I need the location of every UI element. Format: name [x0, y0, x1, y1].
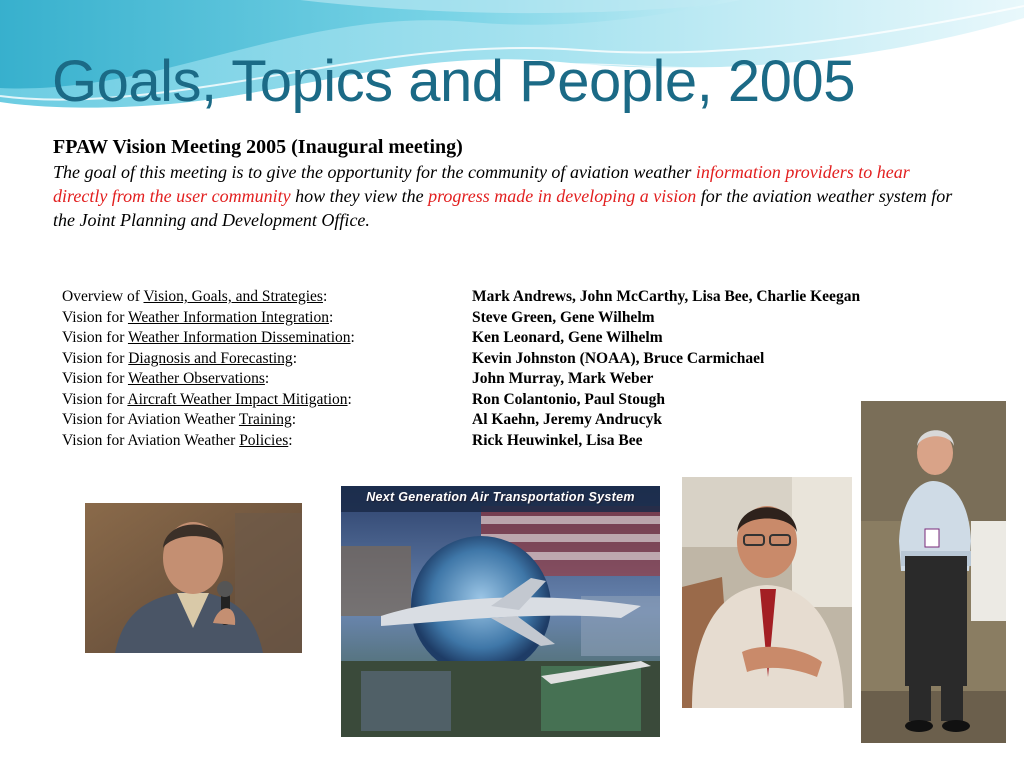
- topic-link[interactable]: Policies: [239, 431, 289, 449]
- topic-suffix: :: [350, 329, 355, 346]
- intro-block: [53, 134, 953, 232]
- topic-prefix: Vision for: [62, 390, 128, 408]
- topic-label: [62, 328, 355, 349]
- goal-text-highlight-1: information providers to hear directly from the user community: [53, 162, 910, 206]
- seated-attendee-photo: [682, 477, 852, 708]
- topic-prefix: Vision for: [62, 349, 129, 367]
- goal-text-1: The goal of this meeting is to give the opportunity for the community of aviation weather: [53, 162, 696, 182]
- topic-suffix: :: [288, 431, 293, 449]
- topic-link[interactable]: Vision, Goals, and Strategies: [143, 288, 323, 305]
- topic-suffix: :: [347, 390, 352, 408]
- topic-label: [62, 369, 269, 390]
- topic-link[interactable]: Diagnosis and Forecasting: [128, 349, 293, 367]
- presenters: John Murray, Mark Weber: [472, 370, 654, 387]
- topic-prefix: Overview of: [62, 288, 144, 305]
- poster-banner: Next Generation Air Transportation System: [366, 490, 635, 504]
- page-title: Goals, Topics and People, 2005: [52, 49, 855, 114]
- topic-suffix: :: [292, 349, 297, 367]
- topic-suffix: :: [328, 308, 334, 326]
- topic-label: [62, 431, 293, 452]
- topic-label: [62, 287, 327, 308]
- goal-text-highlight-2: progress made in developing a vision: [428, 186, 697, 206]
- presenters: Mark Andrews, John McCarthy, Lisa Bee, Charlie Keegan: [472, 288, 861, 305]
- topic-label: [62, 349, 297, 370]
- topic-label: [62, 410, 296, 431]
- presenters: Al Kaehn, Jeremy Andrucyk: [472, 411, 663, 428]
- standing-attendee-photo: [861, 401, 1006, 743]
- topic-link[interactable]: Aircraft Weather Impact Mitigation: [127, 390, 348, 408]
- topic-suffix: :: [322, 288, 328, 305]
- topic-link[interactable]: Weather Observations: [127, 370, 265, 387]
- topic-suffix: :: [264, 370, 270, 387]
- goal-text-3: for the aviation weather system for the Joint Planning and Development Office.: [53, 186, 953, 230]
- presenters: Rick Heuwinkel, Lisa Bee: [472, 431, 643, 449]
- topic-link[interactable]: Weather Information Integration: [127, 308, 329, 326]
- topic-link[interactable]: Weather Information Dissemination: [127, 329, 351, 346]
- topic-label: [62, 390, 352, 411]
- ngats-poster: [341, 486, 660, 737]
- topic-prefix: Vision for: [62, 308, 128, 326]
- topic-suffix: :: [291, 411, 297, 428]
- topic-prefix: Vision for: [62, 329, 128, 346]
- presenters: Ken Leonard, Gene Wilhelm: [472, 329, 663, 346]
- meeting-goal-paragraph: [53, 160, 953, 232]
- meeting-heading: FPAW Vision Meeting 2005 (Inaugural meeting): [53, 136, 463, 158]
- topic-link[interactable]: Training: [238, 411, 292, 428]
- presenters: Ron Colantonio, Paul Stough: [472, 390, 665, 408]
- topic-prefix: Vision for Aviation Weather: [62, 411, 239, 428]
- speaker-photo: [85, 503, 302, 653]
- topic-prefix: Vision for Aviation Weather: [62, 431, 240, 449]
- goal-text-2: how they view the: [290, 186, 429, 206]
- topic-label: [62, 308, 333, 329]
- topic-prefix: Vision for: [62, 370, 128, 387]
- presenters: Steve Green, Gene Wilhelm: [472, 308, 655, 326]
- presenters: Kevin Johnston (NOAA), Bruce Carmichael: [472, 349, 765, 367]
